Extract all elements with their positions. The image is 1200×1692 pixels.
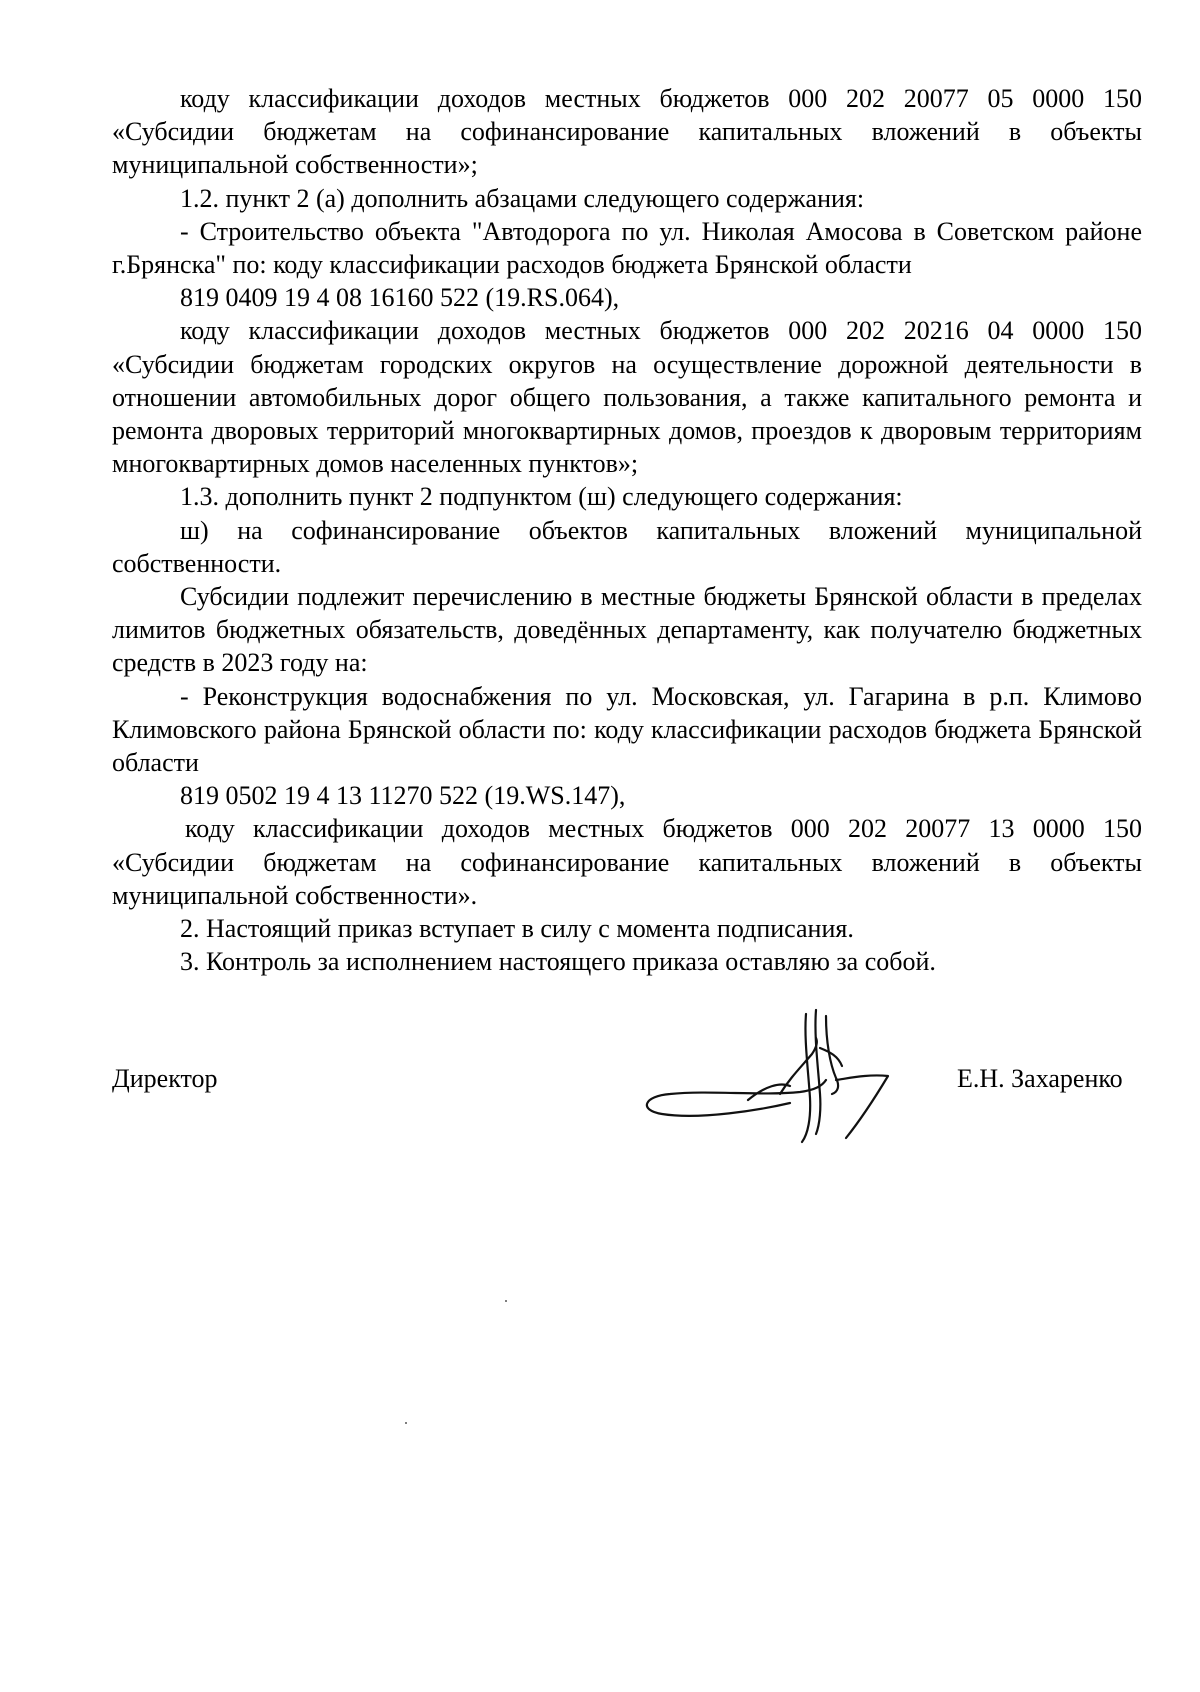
signatory-name: Е.Н. Захаренко	[957, 1064, 1123, 1093]
paragraph-item-1-3: 1.3. дополнить пункт 2 подпунктом (ш) следующего содержания:	[180, 482, 903, 512]
paragraph-expense-code-road: 819 0409 19 4 08 16160 522 (19.RS.064),	[180, 283, 620, 313]
scan-speck	[405, 1422, 407, 1424]
paragraph-item-3: 3. Контроль за исполнением настоящего приказа оставляю за собой.	[180, 947, 936, 977]
paragraph-item-2: 2. Настоящий приказ вступает в силу с момента подписания.	[180, 914, 854, 944]
paragraph-subsidies-transfer: Субсидии подлежит перечислению в местные бюджеты Брянской области в пределах лимитов бюджетных обязательств, доведённых департаменту, как получателю бюджетных средств в 2023 году на:	[112, 582, 1142, 678]
paragraph-road-construction: - Строительство объекта "Автодорога по ул. Николая Амосова в Советском районе г.Брянска" по: коду классификации расходов бюджета Брянской области	[112, 216, 1142, 280]
document-body	[112, 82, 1142, 978]
paragraph-expense-code-water: 819 0502 19 4 13 11270 522 (19.WS.147),	[180, 781, 626, 811]
paragraph-revenue-code-13: коду классификации доходов местных бюджетов 000 202 20077 13 0000 150 «Субсидии бюджетам на софинансирование капитальных вложений в объекты муниципальной собственности».	[112, 814, 1142, 910]
paragraph-subitem-sh: ш) на софинансирование объектов капитальных вложений муниципальной собственности.	[112, 515, 1142, 578]
scan-speck	[505, 1300, 507, 1302]
position-title: Директор	[112, 1064, 218, 1093]
paragraph-revenue-code-05: коду классификации доходов местных бюджетов 000 202 20077 05 0000 150 «Субсидии бюджетам на софинансирование капитальных вложений в объекты муниципальной собственности»;	[112, 84, 1142, 180]
handwritten-signature	[640, 1008, 920, 1148]
paragraph-item-1-2: 1.2. пункт 2 (а) дополнить абзацами следующего содержания:	[180, 183, 865, 213]
paragraph-water-reconstruction: - Реконструкция водоснабжения по ул. Московская, ул. Гагарина в р.п. Климово Климовского района Брянской области по: коду классификации расходов бюджета Брянской области	[112, 681, 1142, 778]
paragraph-revenue-code-04: коду классификации доходов местных бюджетов 000 202 20216 04 0000 150 «Субсидии бюджетам городских округов на осуществление дорожной деятельности в отношении автомобильных дорог общего пользования, а также капитального ремонта и ремонта дворовых территорий многоквартирных домов, проездов к дворовым территориям многоквартирных домов населенных пунктов»;	[112, 316, 1142, 479]
